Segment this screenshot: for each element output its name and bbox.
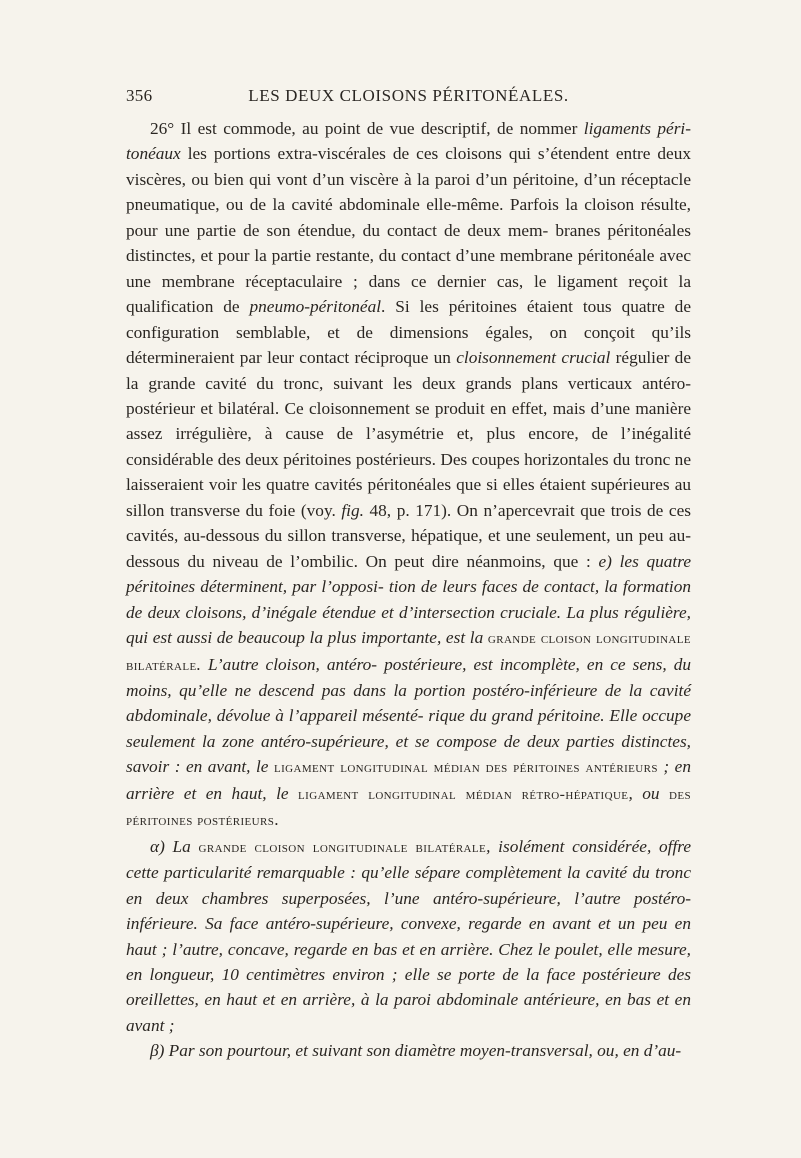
italic-term: fig. <box>341 500 364 520</box>
italic-term: ligaments péri- tonéaux <box>126 119 691 164</box>
running-title: LES DEUX CLOISONS PÉRITONÉALES. <box>248 86 569 105</box>
small-caps-term: ligament longitudinal médian rétro-hépatique <box>298 785 629 803</box>
paragraph-alpha <box>126 834 691 1039</box>
body-text <box>126 116 691 1064</box>
text-span: 26° Il est commode, au point de vue descriptif, de nommer <box>150 119 584 138</box>
italic-passage: α) La <box>150 836 199 856</box>
paragraph-26 <box>126 116 691 834</box>
text-span: . <box>274 810 279 830</box>
italic-passage: , ou <box>628 783 670 803</box>
text-span: les portions extra-viscérales de ces cloisons qui s’étendent entre deux viscères, ou bien qui vont d’un viscère à la paroi d’un péritoine, d’un réceptacle pneumatique, ou de la cavité abdominale elle-même. Parfois la cloison résulte, pour une partie de son étendue, du contact de deux mem- branes péritonéales distinctes, et pour la partie restante, du contact d’une membrane péritonéale avec une membrane réceptaculaire ; dans ce dernier cas, le ligament reçoit la qualification de <box>126 144 691 317</box>
small-caps-term: grande cloison longitudinale bilatérale <box>126 630 691 674</box>
text-span: . Si les péritoines étaient tous quatre de configuration semblable, et de dimensions égales, on conçoit qu’ils détermineraient par leur contact réciproque un <box>126 297 691 368</box>
italic-term: pneumo-péritonéal <box>249 297 382 317</box>
italic-passage: e) les quatre péritoines déterminent, par l’opposi- tion de leurs faces de contact, la formation de deux cloisons, d’inégale étendue et d’intersection cruciale. La plus régulière, qui est aussi de beaucoup la plus importante, est la <box>126 551 691 648</box>
italic-passage: ; en arrière et en haut, le <box>126 757 691 803</box>
running-header <box>126 86 691 106</box>
text-span: régulier de la grande cavité du tronc, suivant les deux grands plans verticaux antéro-postérieur et bilatéral. Ce cloisonnement se produit en effet, mais d’une manière assez irrégulière, à cause de l’asymétrie et, plus encore, de l’inégalité considérable des deux péritoines postérieurs. Des coupes horizontales du tronc ne laisseraient voir les quatre cavités péritonéales que si elles étaient supérieures au sillon transverse du foie (voy. <box>126 348 691 520</box>
small-caps-term: ligament longitudinal médian des péritoines antérieurs <box>274 759 658 777</box>
italic-passage: , isolément considérée, offre cette particularité remarquable : qu’elle sépare complètement la cavité du tronc en deux chambres superposées, l’une antéro-supérieure, l’autre postéro-inférieure. Sa face antéro-supérieure, convexe, regarde en avant et un peu en haut ; l’autre, concave, regarde en bas et en arrière. Chez le poulet, elle mesure, en longueur, 10 centimètres environ ; elle se porte de la face postérieure des oreillettes, en haut et en arrière, à la paroi abdominale antérieure, en bas et en avant ; <box>126 836 692 1035</box>
text-span: 48, p. 171). On n’apercevrait que trois de ces cavités, au-dessous du sillon transverse, hépatique, et une seulement, un peu au-dessous du niveau de l’ombilic. On peut dire néanmoins, que : <box>126 500 691 571</box>
italic-term: cloisonnement crucial <box>456 348 611 368</box>
small-caps-term: des péritoines postérieurs <box>126 785 691 830</box>
small-caps-term: grande cloison longitudinale bilatérale <box>198 838 487 856</box>
page-number: 356 <box>126 86 153 105</box>
italic-passage: . L’autre cloison, antéro- postérieure, est incomplète, en ce sens, du moins, qu’elle ne descend pas dans la portion postéro-inférieure de la cavité abdominale, dévolue à l’appareil mésenté- rique du grand péritoine. Elle occupe seulement la zone antéro-supérieure, et se compose de deux parties distinctes, savoir : en avant, le <box>126 654 691 777</box>
italic-passage: β) Par son pourtour, et suivant son diamètre moyen-transversal, ou, en d’au- <box>150 1041 682 1061</box>
paragraph-beta <box>126 1038 691 1063</box>
